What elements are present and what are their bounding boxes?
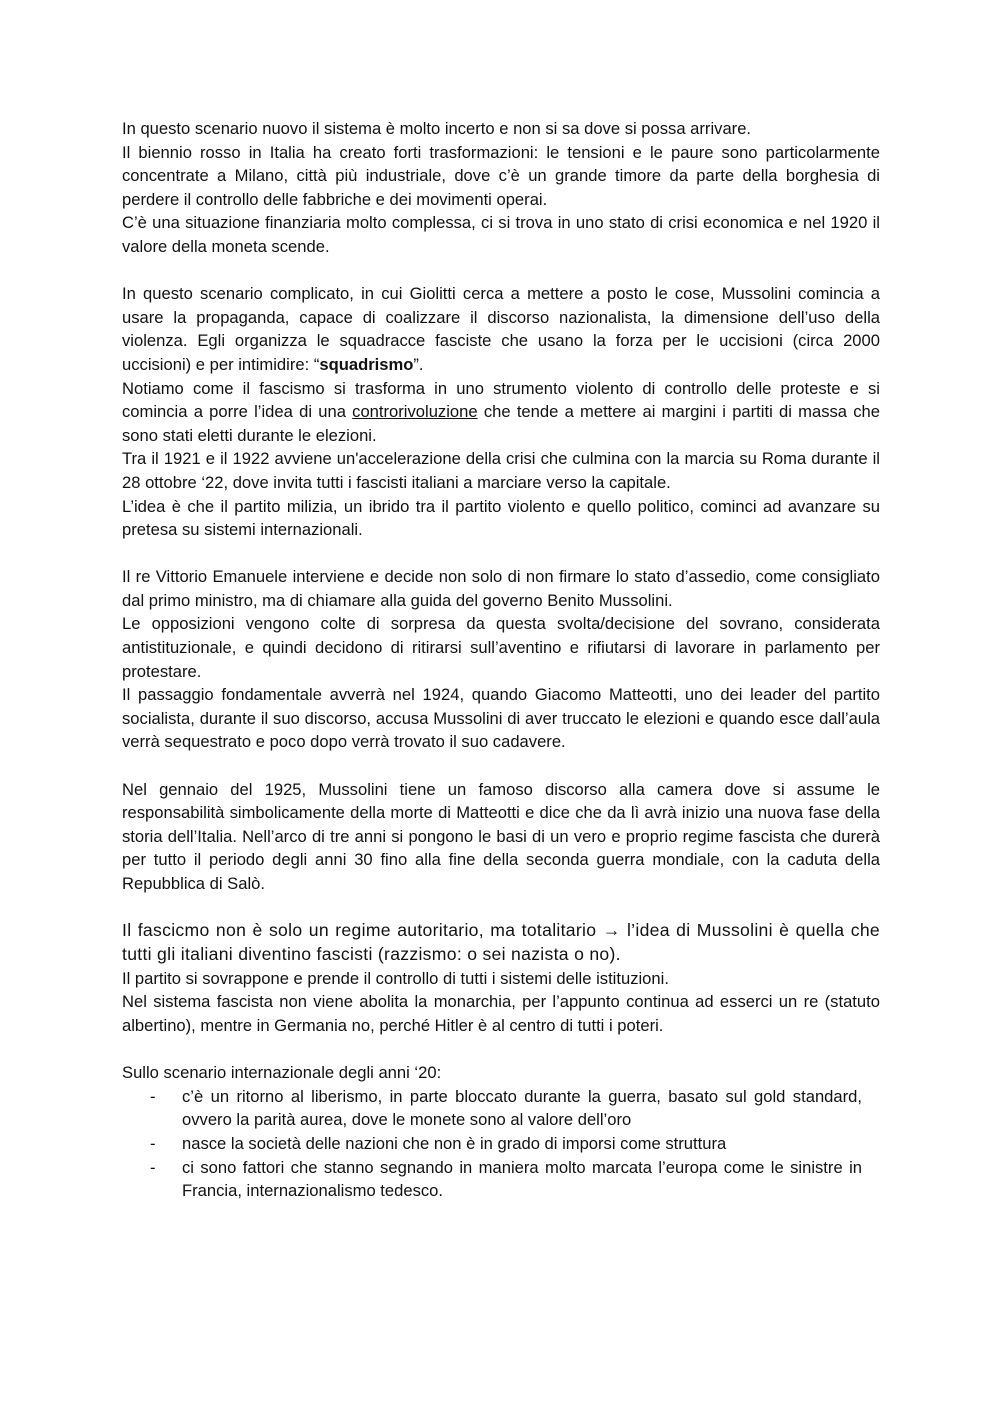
paragraph: Sullo scenario internazionale degli anni ‘20: [122,1063,442,1083]
text-run: Notiamo come il fascismo si trasforma in uno strumento violento di controllo delle proteste e si comincia a porre l’idea di una [122,378,880,422]
paragraph [122,377,880,448]
paragraph: Nel gennaio del 1925, Mussolini tiene un famoso discorso alla camera dove si assume le responsabilità simbolicamente della morte di Matteotti e dice che da lì avrà inizio una nuova fase della storia dell’Italia. Nell’arco di tre anni si pongono le basi di un vero e proprio regime fascista che durerà per tutto il periodo degli anni 30 fino alla fine della seconda guerra mondiale, con la caduta della Repubblica di Salò. [122,779,880,893]
list-marker: - [150,1133,156,1153]
list-item [150,1132,862,1156]
list-marker: - [150,1157,156,1177]
paragraph [122,282,880,376]
dash-list [122,1085,862,1203]
paragraph-gap [122,259,880,283]
list-item-text: nasce la società delle nazioni che non è in grado di imporsi come struttura [182,1133,727,1153]
list-item-text: c’è un ritorno al liberismo, in parte bloccato durante la guerra, basato sul gold standard, ovvero la parità aurea, dove le monete sono al valore dell’oro [182,1086,862,1130]
bold-term-squadrismo: squadrismo [319,354,414,374]
list-item [150,1156,862,1203]
paragraph: Nel sistema fascista non viene abolita la monarchia, per l’appunto continua ad esserci un re (statuto albertino), mentre in Germania no, perché Hitler è al centro di tutti i poteri. [122,992,880,1035]
paragraph: Il re Vittorio Emanuele interviene e decide non solo di non firmare lo stato d’assedio, come consigliato dal primo ministro, ma di chiamare alla guida del governo Benito Mussolini. [122,567,880,610]
text-run: In questo scenario complicato, in cui Giolitti cerca a mettere a posto le cose, Mussolini comincia a usare la propaganda, capace di coalizzare il discorso nazionalista, la dimensione dell’uso della violenza. Egli organizza le squadracce fasciste che usano la forza per le uccisioni (circa 2000 uccisioni) e per intimidire: “ [122,284,880,374]
list-item [150,1085,862,1132]
paragraph: C’è una situazione finanziaria molto complessa, ci si trova in uno stato di crisi economica e nel 1920 il valore della moneta scende. [122,213,880,256]
emphasis-paragraph: Il fascicmo non è solo un regime autoritario, ma totalitario → l’idea di Mussolini è quella che tutti gli italiani diventino fascisti (razzismo: o sei nazista o no). [122,920,880,964]
paragraph: Il biennio rosso in Italia ha creato forti trasformazioni: le tensioni e le paure sono particolarmente concentrate a Milano, città più industriale, dove c’è un grande timore da parte della borghesia di perdere il controllo delle fabbriche e dei movimenti operai. [122,142,880,209]
text-run: ”. [413,354,424,374]
paragraph-gap [122,1038,880,1062]
paragraph: Il partito si sovrappone e prende il controllo di tutti i sistemi delle istituzioni. [122,968,669,988]
paragraph: Tra il 1921 e il 1922 avviene un'accelerazione della crisi che culmina con la marcia su Roma durante il 28 ottobre ‘22, dove invita tutti i fascisti italiani a marciare verso la capitale. [122,449,880,492]
paragraph: Il passaggio fondamentale avverrà nel 1924, quando Giacomo Matteotti, uno dei leader del partito socialista, durante il suo discorso, accusa Mussolini di aver truccato le elezioni e quando esce dall’aula verrà sequestrato e poco dopo verrà trovato il suo cadavere. [122,685,880,752]
underlined-term-controrivoluzione: controrivoluzione [352,402,478,422]
text-run: che tende a mettere ai margini i partiti di massa che sono stati eletti durante le elezioni. [122,402,880,445]
document-page [122,117,880,1203]
paragraph: In questo scenario nuovo il sistema è molto incerto e non si sa dove si possa arrivare. [122,119,752,138]
paragraph: Le opposizioni vengono colte di sorpresa da questa svolta/decisione del sovrano, considerata antistituzionale, e quindi decidono di ritirarsi sull’aventino e rifiutarsi di lavorare in parlamento per protestare. [122,614,880,681]
paragraph-gap [122,896,880,920]
paragraph-gap [122,542,880,566]
paragraph-gap [122,754,880,778]
list-item-text: ci sono fattori che stanno segnando in maniera molto marcata l’europa come le sinistre in Francia, internazionalismo tedesco. [182,1157,862,1201]
list-marker: - [150,1086,156,1106]
paragraph: L’idea è che il partito milizia, un ibrido tra il partito violento e quello politico, cominci ad avanzare su pretesa su sistemi internazionali. [122,496,880,540]
